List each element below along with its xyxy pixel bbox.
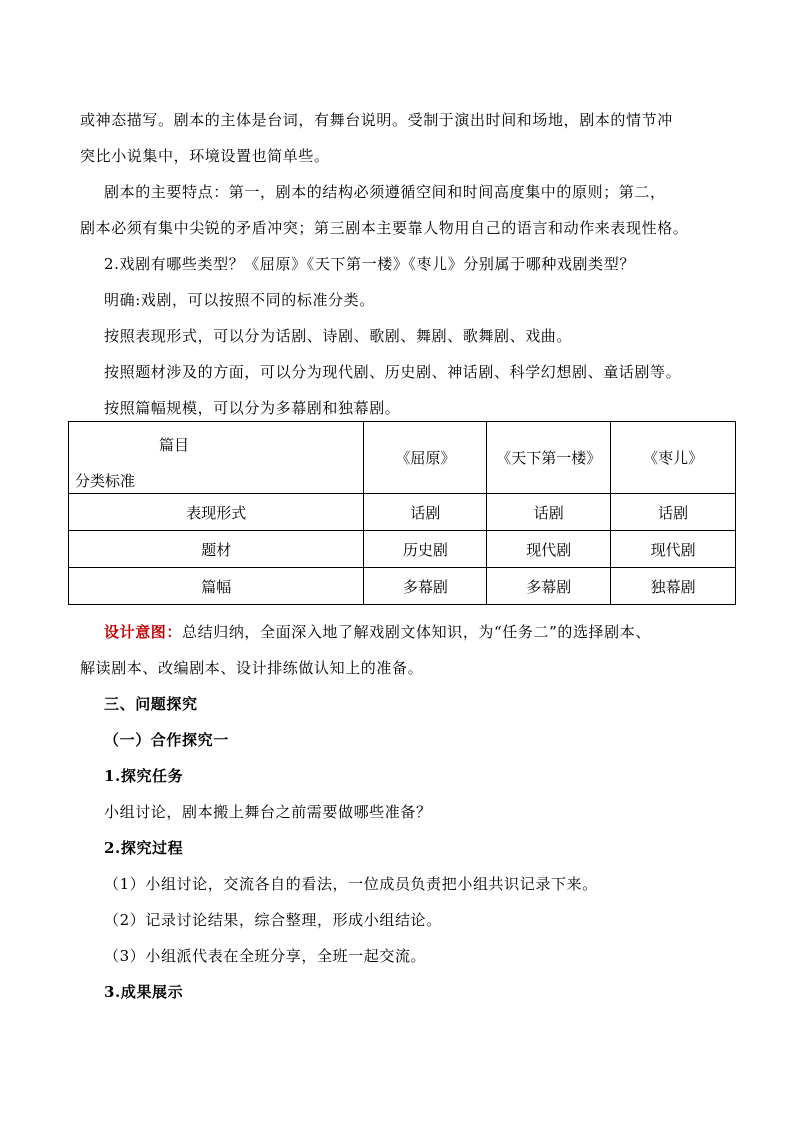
row-label: 题材 <box>69 531 364 568</box>
corner-bottom-label: 分类标准 <box>75 472 136 490</box>
paragraph-line: 解读剧本、改编剧本、设计排练做认知上的准备。 <box>80 659 424 677</box>
paragraph-line: 剧本的主要特点：第一，剧本的结构必须遵循空间和时间高度集中的原则；第二， <box>104 183 666 201</box>
classification-table <box>68 421 736 605</box>
paragraph-line: 按照篇幅规模，可以分为多幕剧和独幕剧。 <box>104 399 401 417</box>
paragraph-line: 剧本必须有集中尖锐的矛盾冲突；第三剧本主要靠人物用自己的语言和动作来表现性格。 <box>80 219 689 237</box>
paragraph-line: 突比小说集中，环境设置也简单些。 <box>80 147 330 165</box>
design-intent-label: 设计意图： <box>104 623 183 641</box>
table-cell: 多幕剧 <box>364 568 487 605</box>
paragraph-line: 明确:戏剧，可以按照不同的标准分类。 <box>104 291 375 309</box>
paragraph-line: 或神态描写。剧本的主体是台词，有舞台说明。受制于演出时间和场地，剧本的情节冲 <box>80 111 673 129</box>
paragraph-line: 2.戏剧有哪些类型？《屈原》《天下第一楼》《枣儿》分别属于哪种戏剧类型？ <box>104 255 635 273</box>
paragraph-line: 按照题材涉及的方面，可以分为现代剧、历史剧、神话剧、科学幻想剧、童话剧等。 <box>104 363 682 381</box>
table-header-row <box>69 422 736 494</box>
process-step: （2）记录讨论结果，综合整理，形成小组结论。 <box>104 911 442 929</box>
row-label: 篇幅 <box>69 568 364 605</box>
table-cell: 现代剧 <box>487 531 611 568</box>
table-cell: 话剧 <box>611 494 736 531</box>
column-header: 《屈原》 <box>364 422 487 494</box>
design-intent-line <box>104 622 651 642</box>
paragraph-line: 按照表现形式，可以分为话剧、诗剧、歌剧、舞剧、歌舞剧、戏曲。 <box>104 327 573 345</box>
process-step: （3）小组派代表在全班分享，全班一起交流。 <box>104 947 427 965</box>
table-cell: 独幕剧 <box>611 568 736 605</box>
design-intent-text: 总结归纳，全面深入地了解戏剧文体知识，为“任务二”的选择剧本、 <box>182 623 651 641</box>
column-header: 《枣儿》 <box>611 422 736 494</box>
task-title: 1.探究任务 <box>104 767 184 785</box>
table-cell: 话剧 <box>487 494 611 531</box>
table-cell: 多幕剧 <box>487 568 611 605</box>
table-cell: 话剧 <box>364 494 487 531</box>
table-row <box>69 531 736 568</box>
table-row <box>69 494 736 531</box>
table-cell: 现代剧 <box>611 531 736 568</box>
subsection-heading: （一）合作探究一 <box>104 731 229 749</box>
process-title: 2.探究过程 <box>104 839 184 857</box>
process-step: （1）小组讨论，交流各自的看法，一位成员负责把小组共识记录下来。 <box>104 875 598 893</box>
row-label: 表现形式 <box>69 494 364 531</box>
task-text: 小组讨论，剧本搬上舞台之前需要做哪些准备？ <box>104 803 432 821</box>
corner-top-label: 篇目 <box>159 436 190 454</box>
table-corner-cell <box>69 422 364 494</box>
table-cell: 历史剧 <box>364 531 487 568</box>
section-heading: 三、问题探究 <box>104 695 198 713</box>
column-header: 《天下第一楼》 <box>487 422 611 494</box>
result-title: 3.成果展示 <box>104 983 184 1001</box>
table-row <box>69 568 736 605</box>
